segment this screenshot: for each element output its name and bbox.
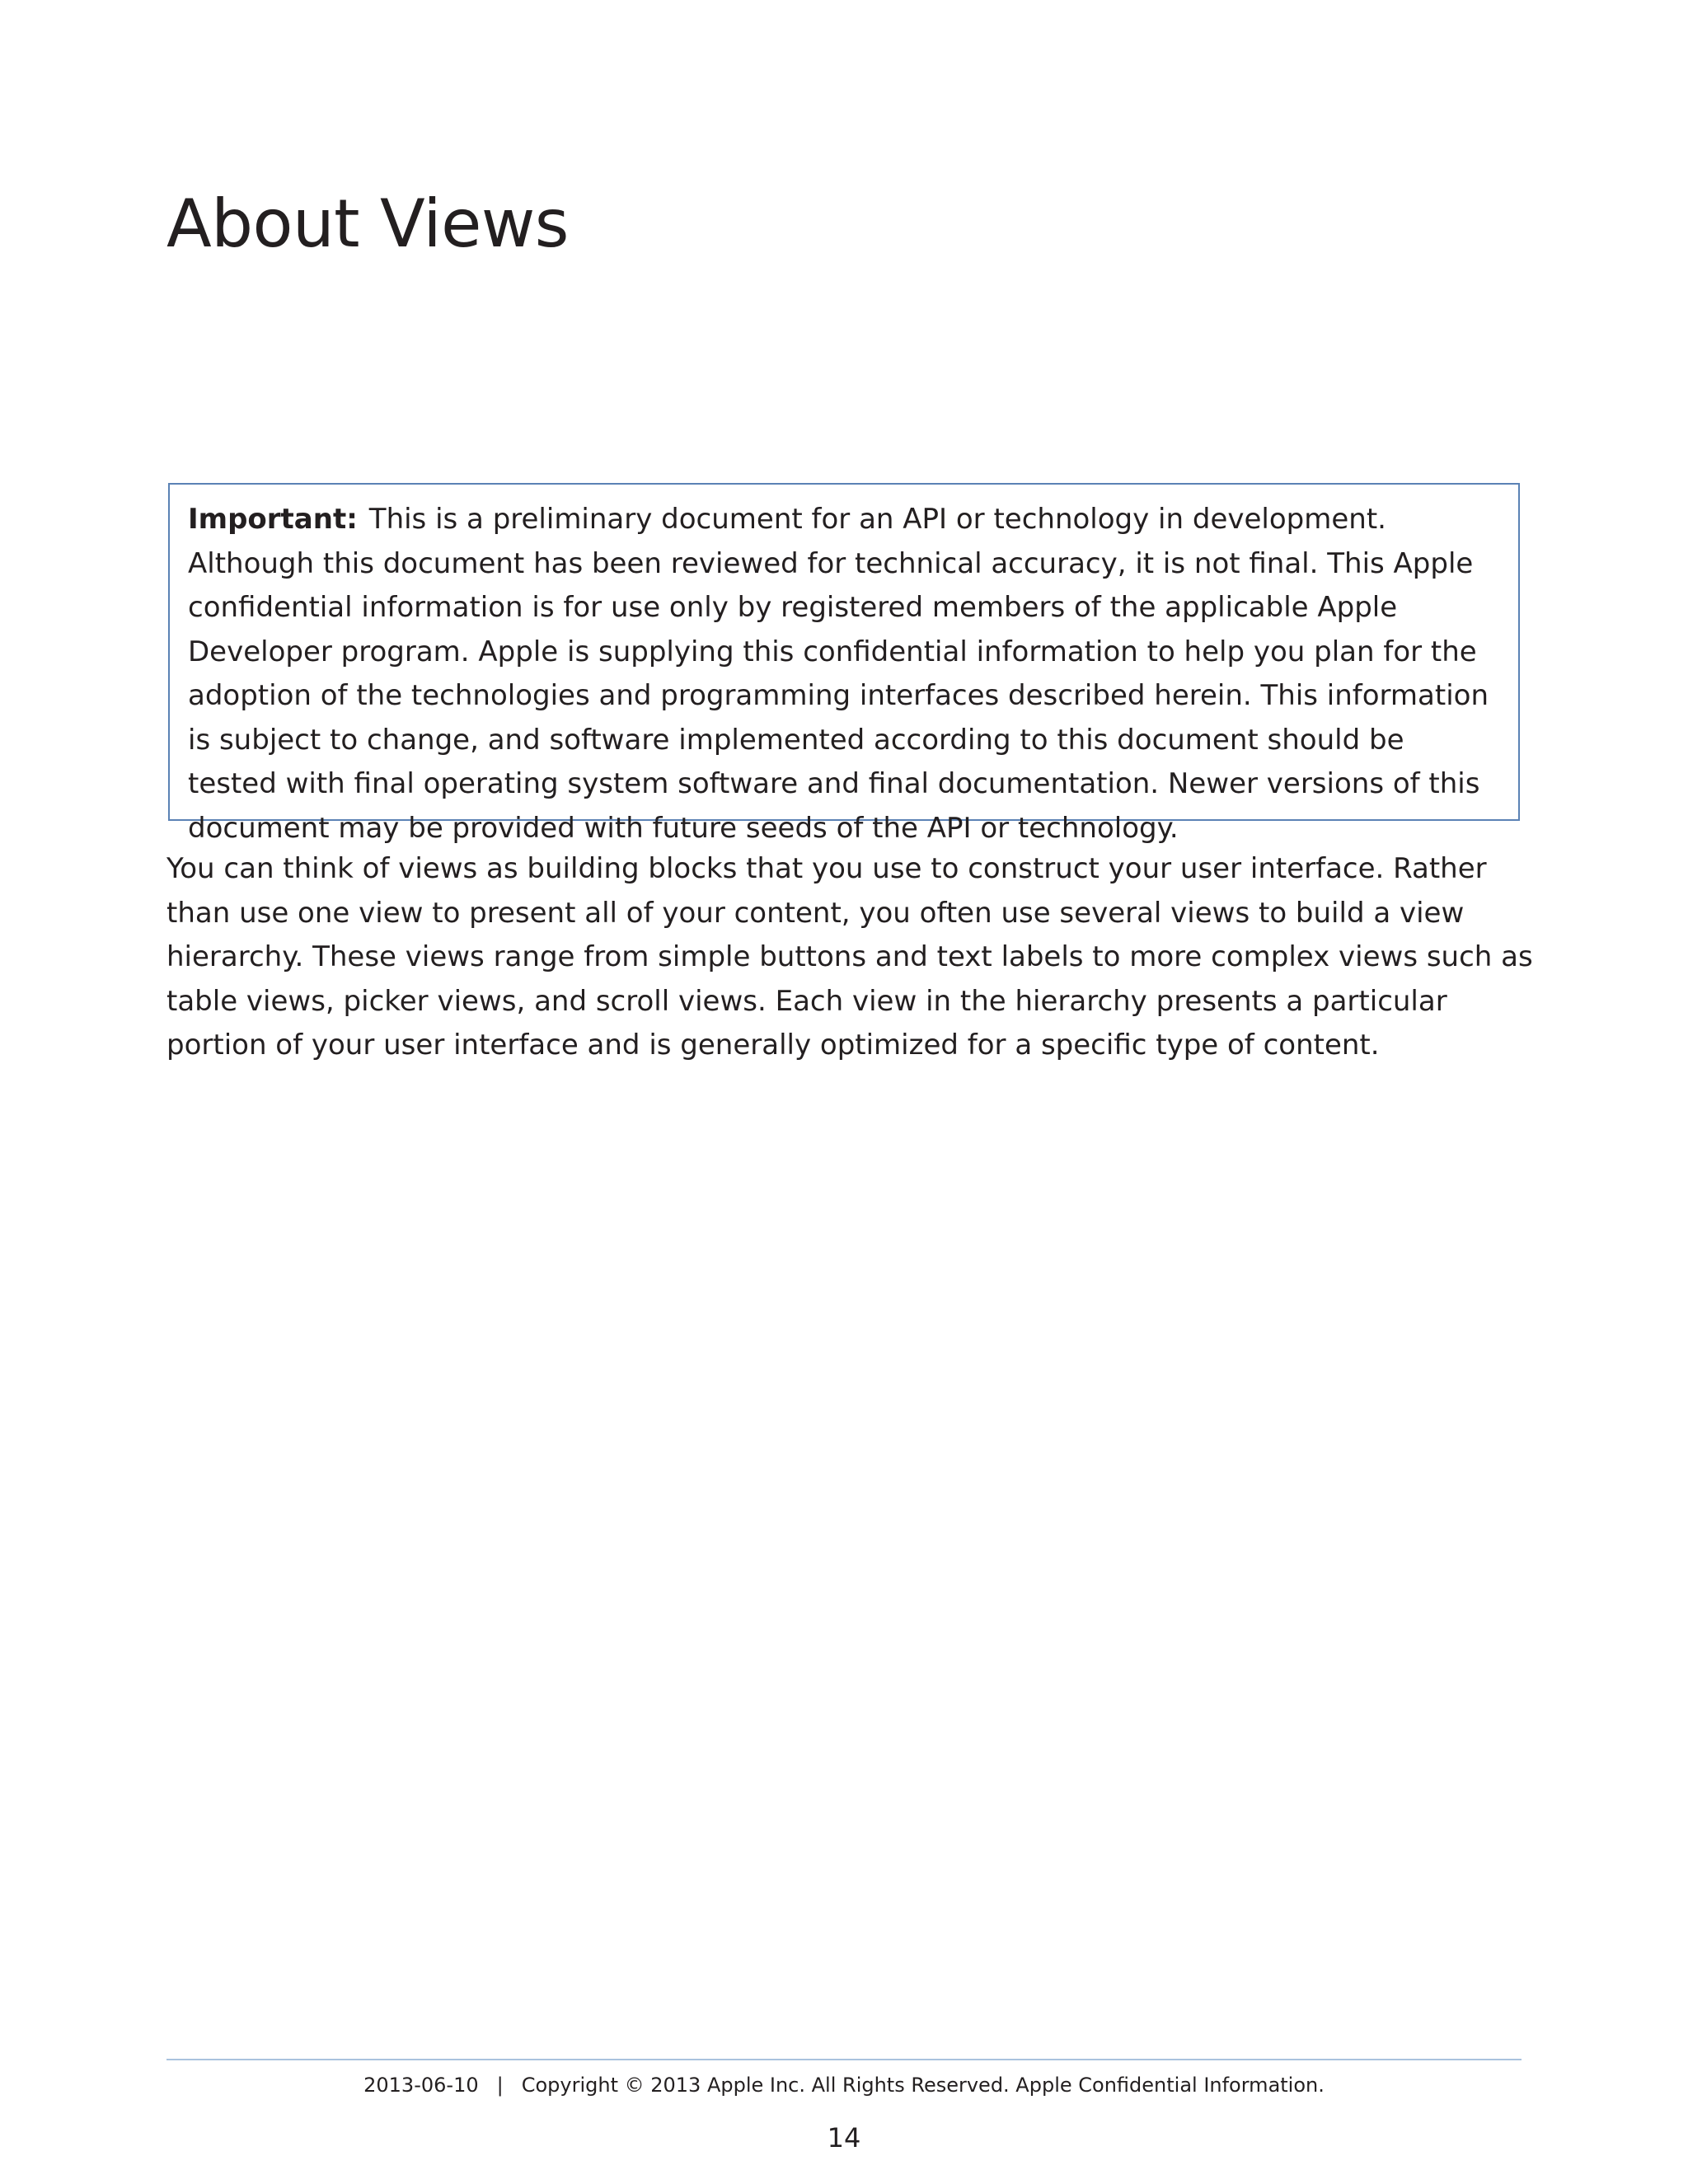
footer-divider <box>166 2059 1522 2060</box>
footer-separator: | <box>496 2074 504 2097</box>
footer-copyright: Copyright © 2013 Apple Inc. All Rights Reserved. Apple Confidential Information. <box>521 2074 1325 2097</box>
important-label: Important: <box>188 503 358 536</box>
page-number: 14 <box>827 2122 861 2154</box>
important-note-text: This is a preliminary document for an API or technology in development. Although this document has been reviewed for technical accuracy, it is not final. This Apple confidential information is for use only by registered members of the applicable Apple Developer program. Apple is supplying this confidential information to help you plan for the adoption of the technologies and programming interfaces described herein. This information is subject to change, and software implemented according to this document should be tested with final operating system software and final documentation. Newer versions of this document may be provided with future seeds of the API or technology. <box>188 503 1489 845</box>
body-paragraph: You can think of views as building blocks that you use to construct your user interface. Rather than use one view to present all of your content, you often use several views to build a view hierarchy. These views range from simple buttons and text labels to more complex views such as table views, picker views, and scroll views. Each view in the hierarchy presents a particular portion of your user interface and is generally optimized for a specific type of content. <box>166 852 1533 1062</box>
footer <box>0 2070 1688 2100</box>
page-title: About Views <box>166 185 569 262</box>
footer-date: 2013-06-10 <box>363 2074 479 2097</box>
important-note-box <box>168 483 1520 845</box>
